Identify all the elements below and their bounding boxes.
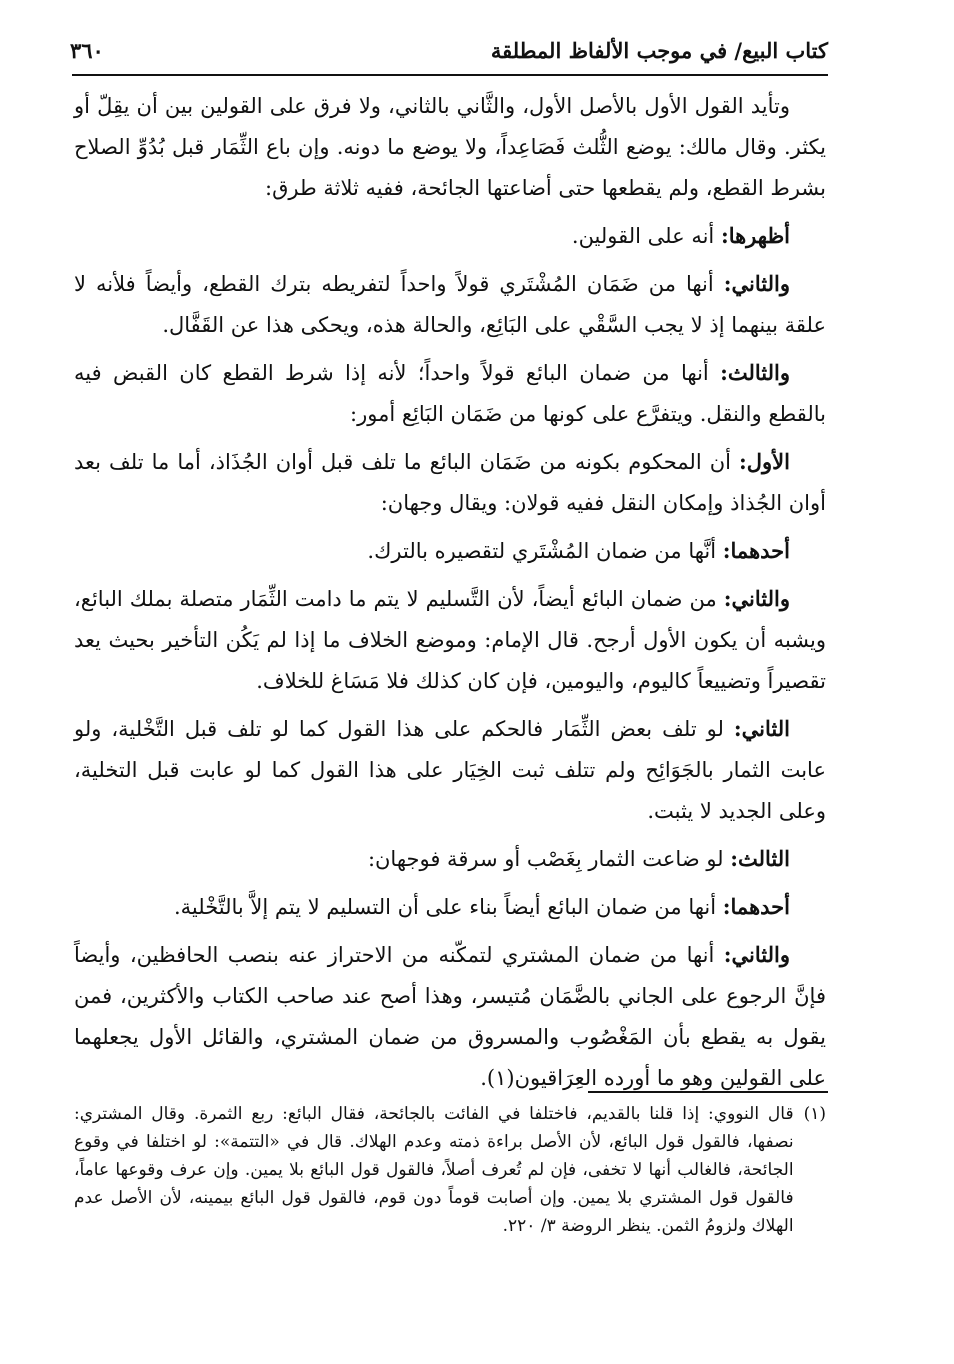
paragraph-text: لو ضاعت الثمار بِغَصْب أو سرقة فوجهان: (367, 847, 731, 871)
running-header (70, 30, 828, 70)
footnote-number: (١) (803, 1104, 826, 1124)
paragraph (74, 215, 826, 257)
paragraph-text: أنها من ضَمَان المُشْتَري قولاً واحداً لتفريطه بترك القطع، وأيضاً فلأنه لا علقة بينهما إذ لا يجب السَّقْي على البَائِع، والحالة هذه، ويحكى هذا عن القَفَّال. (74, 272, 826, 337)
paragraph (74, 838, 826, 880)
paragraph-text: أنها من ضمان المشتري لتمكّنه من الاحتراز عنه بنصب الحافظين، وأيضاً فإنَّ الرجوع على الجاني بالضَّمَان مُتيسر، وهذا أصح عند صاحب الكتاب والأكثرين، فمن يقول به يقطع بأن المَغْصُوب والمسروق من ضمان المشتري، والقائل الأول يجعلهما على القولين وهو ما أورده العِرَاقيون(١). (74, 943, 826, 1090)
paragraph (74, 441, 826, 524)
paragraph-lead: أحدهما: (722, 894, 790, 919)
footnote-rule (588, 1091, 828, 1093)
paragraph-lead: أظهرها: (720, 223, 790, 248)
paragraph (74, 352, 826, 435)
footnote (74, 1100, 826, 1240)
running-title: كتاب البيع/ في موجب الألفاظ المطلقة (490, 37, 828, 63)
paragraph-lead: الثالث: (730, 846, 790, 871)
paragraph-lead: والثاني: (723, 586, 790, 611)
paragraph-lead: والثاني: (723, 271, 790, 296)
paragraph (74, 263, 826, 346)
header-rule (72, 74, 828, 76)
paragraph: وتأيد القول الأول بالأصل الأول، والثَّاني بالثاني، ولا فرق على القولين بين أن يقِلّ أو يكثر. وقال مالك: يوضع الثُّلث فَصَاعِداً، ولا يوضع ما دونه. وإن باع الثِّمَار قبل بُدُوِّ الصلاح بشرط القطع، ولم يقطعها حتى أضاعتها الجائحة، ففيه ثلاثة طرق: (74, 94, 826, 200)
paragraph-text: أنها من ضمان البائع قولاً واحداً؛ لأنه إذا شرط القطع كان القبض فيه بالقطع والنقل. ويتفرَّع على كونها من ضَمَان البَائِع أمور: (74, 361, 826, 426)
paragraph-text: أن المحكوم بكونه من ضَمَان البائع ما تلف قبل أوان الجُذَاذ، أما ما تلف بعد أوان الجُذاذ وإمكان النقل ففيه قولان: ويقال وجهان: (74, 450, 826, 515)
paragraph (74, 530, 826, 572)
paragraph-text: لو تلف بعض الثِّمَار فالحكم على هذا القول كما لو تلف قبل التَّخْلية، ولو عابت الثمار بالجَوَائِح ولم تتلف ثبت الخِيَار على هذا القول كما لو عابت قبل التخلية، وعلى الجديد لا يثبت. (74, 717, 826, 823)
paragraph-lead: أحدهما: (722, 538, 790, 563)
footnote-text: قال النووي: إذا قلنا بالقديم، فاختلفا في الفائت بالجائحة، فقال البائع: ربع الثمرة. وقال المشتري: نصفها، فالقول قول البائع، لأن الأصل براءة ذمته وعدم الهلاك. قال في «التتمة»: لو اختلفا في وقوع الجائحة، فالغالب أنها لا تخفى، فإن لم تُعرف أصلاً، فالقول قول البائع بلا يمين. وإن عرف وقوعها عاماً، فالقول قول المشتري بلا يمين. وإن أصابت قوماً دون قوم، فالقول قول البائع بيمينه، لأن الأصل عدم الهلاك ولزومُ الثمن. ينظر الروضة ٣/ ٢٢٠. (74, 1104, 794, 1236)
paragraph-lead: والثاني: (723, 942, 790, 967)
paragraph-text: أنه على القولين. (571, 224, 721, 248)
main-text (74, 86, 826, 1105)
paragraph-text: أنَّها من ضمان المُشْتَري لتقصيره بالترك. (367, 539, 723, 563)
paragraph-text: من ضمان البائع أيضاً، لأن التَّسليم لا يتم ما دامت الثِّمَار متصلة بملك البائع، ويشبه أن يكون الأول أرجح. قال الإمام: وموضع الخلاف ما إذا لم يَكُن التأخير بحيث يعد تقصيراً وتضييعاً كاليوم، واليومين، فإن كان كذلك فلا مَسَاغ للخلاف. (74, 587, 826, 693)
paragraph-lead: الثاني: (733, 716, 790, 741)
paragraph (74, 578, 826, 702)
paragraph-text: أنها من ضمان البائع أيضاً بناء على أن التسليم لا يتم إلاَّ بالتَّخْلية. (173, 895, 723, 919)
paragraph-lead: والثالث: (720, 360, 790, 385)
paragraph (74, 886, 826, 928)
paragraph (74, 708, 826, 832)
paragraph-lead: الأول: (739, 449, 790, 474)
page-number: ٣٦٠ (70, 37, 104, 63)
paragraph (74, 934, 826, 1099)
